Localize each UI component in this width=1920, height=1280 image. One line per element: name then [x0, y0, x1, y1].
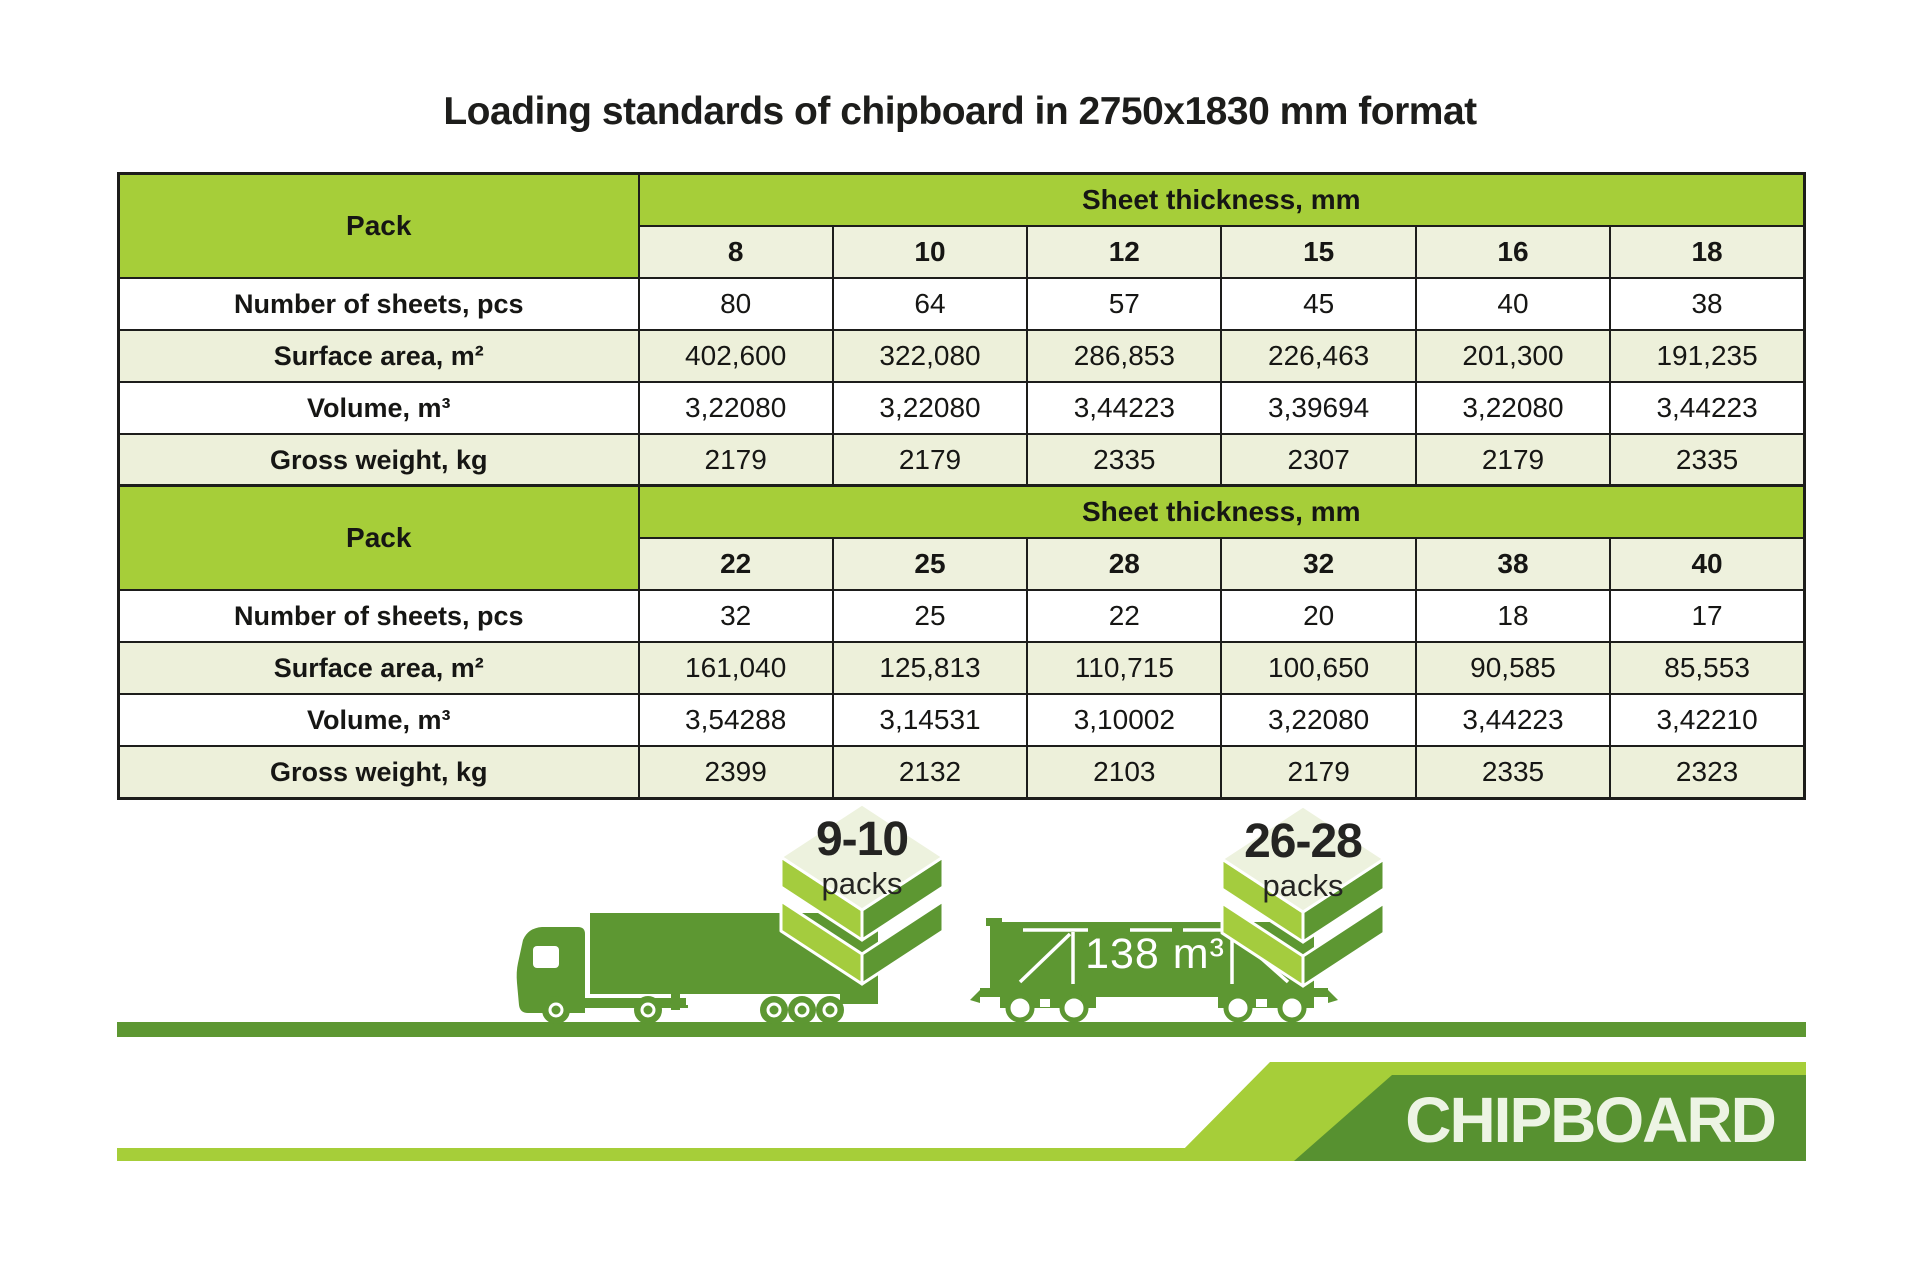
row-label: Gross weight, kg [119, 746, 639, 799]
cell: 2103 [1027, 746, 1221, 799]
table2-thickness-col: 32 [1221, 538, 1415, 590]
row-label: Gross weight, kg [119, 434, 639, 487]
table1-group-header: Sheet thickness, mm [639, 174, 1805, 227]
wagon-pack-count-label [1193, 815, 1413, 903]
cell: 201,300 [1416, 330, 1610, 382]
cell: 2335 [1610, 434, 1804, 487]
cell: 57 [1027, 278, 1221, 330]
table2-thickness-col: 25 [833, 538, 1027, 590]
table1-thickness-col: 18 [1610, 226, 1804, 278]
truck-pack-count-label [752, 813, 972, 901]
cell: 20 [1221, 590, 1415, 642]
cell: 38 [1610, 278, 1804, 330]
table2-thickness-col: 28 [1027, 538, 1221, 590]
table2-group-header: Sheet thickness, mm [639, 486, 1805, 539]
cell: 80 [639, 278, 833, 330]
cell: 3,44223 [1416, 694, 1610, 746]
cell: 85,553 [1610, 642, 1804, 694]
cell: 32 [639, 590, 833, 642]
cell: 3,42210 [1610, 694, 1804, 746]
row-label: Volume, m³ [119, 694, 639, 746]
table1-thickness-col: 8 [639, 226, 833, 278]
ground-line [117, 1022, 1806, 1037]
cell: 3,10002 [1027, 694, 1221, 746]
cell: 3,22080 [639, 382, 833, 434]
cell: 2399 [639, 746, 833, 799]
table2-thickness-col: 22 [639, 538, 833, 590]
cell: 3,54288 [639, 694, 833, 746]
cell: 322,080 [833, 330, 1027, 382]
table1-thickness-col: 15 [1221, 226, 1415, 278]
wagon-capacity-label: 138 m³ [1085, 930, 1225, 978]
cell: 40 [1416, 278, 1610, 330]
cell: 2179 [833, 434, 1027, 487]
cell: 2307 [1221, 434, 1415, 487]
table2-corner-pack: Pack [119, 486, 639, 591]
cell: 45 [1221, 278, 1415, 330]
cell: 286,853 [1027, 330, 1221, 382]
row-label: Number of sheets, pcs [119, 278, 639, 330]
row-label: Number of sheets, pcs [119, 590, 639, 642]
table2-thickness-col: 40 [1610, 538, 1804, 590]
cell: 64 [833, 278, 1027, 330]
cell: 3,44223 [1027, 382, 1221, 434]
cell: 2323 [1610, 746, 1804, 799]
table1-thickness-col: 16 [1416, 226, 1610, 278]
row-label: Surface area, m² [119, 642, 639, 694]
row-label: Volume, m³ [119, 382, 639, 434]
truck-pack-range: 9-10 [815, 813, 909, 866]
cell: 3,14531 [833, 694, 1027, 746]
cell: 2335 [1027, 434, 1221, 487]
cell: 2179 [1221, 746, 1415, 799]
cell: 22 [1027, 590, 1221, 642]
row-label: Surface area, m² [119, 330, 639, 382]
cell: 90,585 [1416, 642, 1610, 694]
table1-thickness-col: 10 [833, 226, 1027, 278]
cell: 2335 [1416, 746, 1610, 799]
wagon-pack-range: 26-28 [1244, 815, 1362, 868]
wagon-pack-unit: packs [1262, 868, 1344, 903]
cell: 18 [1416, 590, 1610, 642]
cell: 191,235 [1610, 330, 1804, 382]
cell: 226,463 [1221, 330, 1415, 382]
cell: 161,040 [639, 642, 833, 694]
truck-pack-unit: packs [821, 866, 903, 901]
cell: 2179 [639, 434, 833, 487]
page-title: Loading standards of chipboard in 2750x1830 mm format [443, 90, 1477, 133]
cell: 110,715 [1027, 642, 1221, 694]
cell: 402,600 [639, 330, 833, 382]
chipboard-banner-label: CHIPBOARD [1405, 1084, 1775, 1156]
cell: 3,22080 [1221, 694, 1415, 746]
cell: 3,22080 [833, 382, 1027, 434]
cell: 3,39694 [1221, 382, 1415, 434]
table1-thickness-col: 12 [1027, 226, 1221, 278]
cell: 17 [1610, 590, 1804, 642]
cell: 2179 [1416, 434, 1610, 487]
cell: 2132 [833, 746, 1027, 799]
cell: 3,44223 [1610, 382, 1804, 434]
cell: 125,813 [833, 642, 1027, 694]
table1-corner-pack: Pack [119, 174, 639, 279]
cell: 100,650 [1221, 642, 1415, 694]
cell: 25 [833, 590, 1027, 642]
base-strip [117, 1148, 1250, 1161]
table2-thickness-col: 38 [1416, 538, 1610, 590]
cell: 3,22080 [1416, 382, 1610, 434]
